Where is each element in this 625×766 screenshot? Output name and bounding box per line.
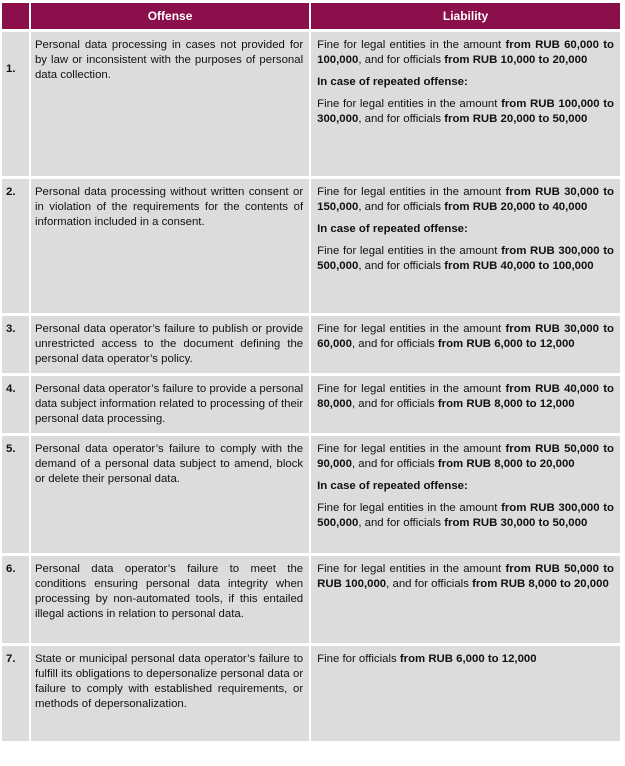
liability-cell xyxy=(311,179,620,313)
repeat-fine-text: Fine for legal entities in the amount from RUB 300,000 to 500,000, and for officials from RUB 30,000 to 50,000 xyxy=(317,502,614,529)
table-row xyxy=(2,436,620,553)
offense-cell: Personal data operator’s failure to publish or provide unrestricted access to the document defining the personal data operator’s policy. xyxy=(31,316,309,373)
table-row xyxy=(2,556,620,643)
row-number: 3. xyxy=(2,316,29,373)
liability-cell xyxy=(311,32,620,176)
row-number: 7. xyxy=(2,646,29,741)
fine-text: Fine for legal entities in the amount from RUB 40,000 to 80,000, and for officials from RUB 8,000 to 12,000 xyxy=(317,383,614,410)
row-number: 1. xyxy=(2,32,29,176)
offense-cell: Personal data operator’s failure to provide a personal data subject information related to processing of their personal data processing. xyxy=(31,376,309,433)
header-offense: Offense xyxy=(31,3,309,29)
row-number: 6. xyxy=(2,556,29,643)
offense-cell: State or municipal personal data operator’s failure to fulfill its obligations to depersonalize personal data or failure to comply with established requirements, or methods of depersonalization. xyxy=(31,646,309,741)
fine-text: Fine for legal entities in the amount from RUB 50,000 to RUB 100,000, and for officials from RUB 8,000 to 20,000 xyxy=(317,563,614,590)
fine-text: Fine for legal entities in the amount from RUB 30,000 to 150,000, and for officials from RUB 20,000 to 40,000 xyxy=(317,186,614,213)
liability-cell xyxy=(311,556,620,643)
row-number: 4. xyxy=(2,376,29,433)
liability-cell xyxy=(311,376,620,433)
table-row xyxy=(2,646,620,741)
repeat-fine-text: Fine for legal entities in the amount from RUB 300,000 to 500,000, and for officials from RUB 40,000 to 100,000 xyxy=(317,245,614,272)
fine-text: Fine for legal entities in the amount from RUB 30,000 to 60,000, and for officials from RUB 6,000 to 12,000 xyxy=(317,323,614,350)
row-number: 2. xyxy=(2,179,29,313)
offense-cell: Personal data operator’s failure to meet the conditions ensuring personal data integrity when processing by non-automated tools, if this entailed illegal actions in relation to personal data. xyxy=(31,556,309,643)
offense-cell: Personal data processing in cases not provided for by law or inconsistent with the purposes of personal data collection. xyxy=(31,32,309,176)
offense-cell: Personal data processing without written consent or in violation of the requirements for the contents of information included in a consent. xyxy=(31,179,309,313)
repeat-label: In case of repeated offense: xyxy=(317,223,468,235)
table-row xyxy=(2,32,620,176)
table-row xyxy=(2,179,620,313)
liability-cell xyxy=(311,646,620,741)
fine-text: Fine for officials from RUB 6,000 to 12,000 xyxy=(317,653,537,665)
repeat-label: In case of repeated offense: xyxy=(317,480,468,492)
liability-cell xyxy=(311,436,620,553)
table-row xyxy=(2,316,620,373)
fine-text: Fine for legal entities in the amount from RUB 60,000 to 100,000, and for officials from RUB 10,000 to 20,000 xyxy=(317,39,614,66)
row-number: 5. xyxy=(2,436,29,553)
liability-cell xyxy=(311,316,620,373)
repeat-label: In case of repeated offense: xyxy=(317,76,468,88)
repeat-fine-text: Fine for legal entities in the amount from RUB 100,000 to 300,000, and for officials from RUB 20,000 to 50,000 xyxy=(317,98,614,125)
table-header-row xyxy=(2,3,620,29)
header-blank xyxy=(2,3,29,29)
fine-text: Fine for legal entities in the amount from RUB 50,000 to 90,000, and for officials from RUB 8,000 to 20,000 xyxy=(317,443,614,470)
table-row xyxy=(2,376,620,433)
offense-cell: Personal data operator’s failure to comply with the demand of a personal data subject to amend, block or delete their personal data. xyxy=(31,436,309,553)
header-liability: Liability xyxy=(311,3,620,29)
